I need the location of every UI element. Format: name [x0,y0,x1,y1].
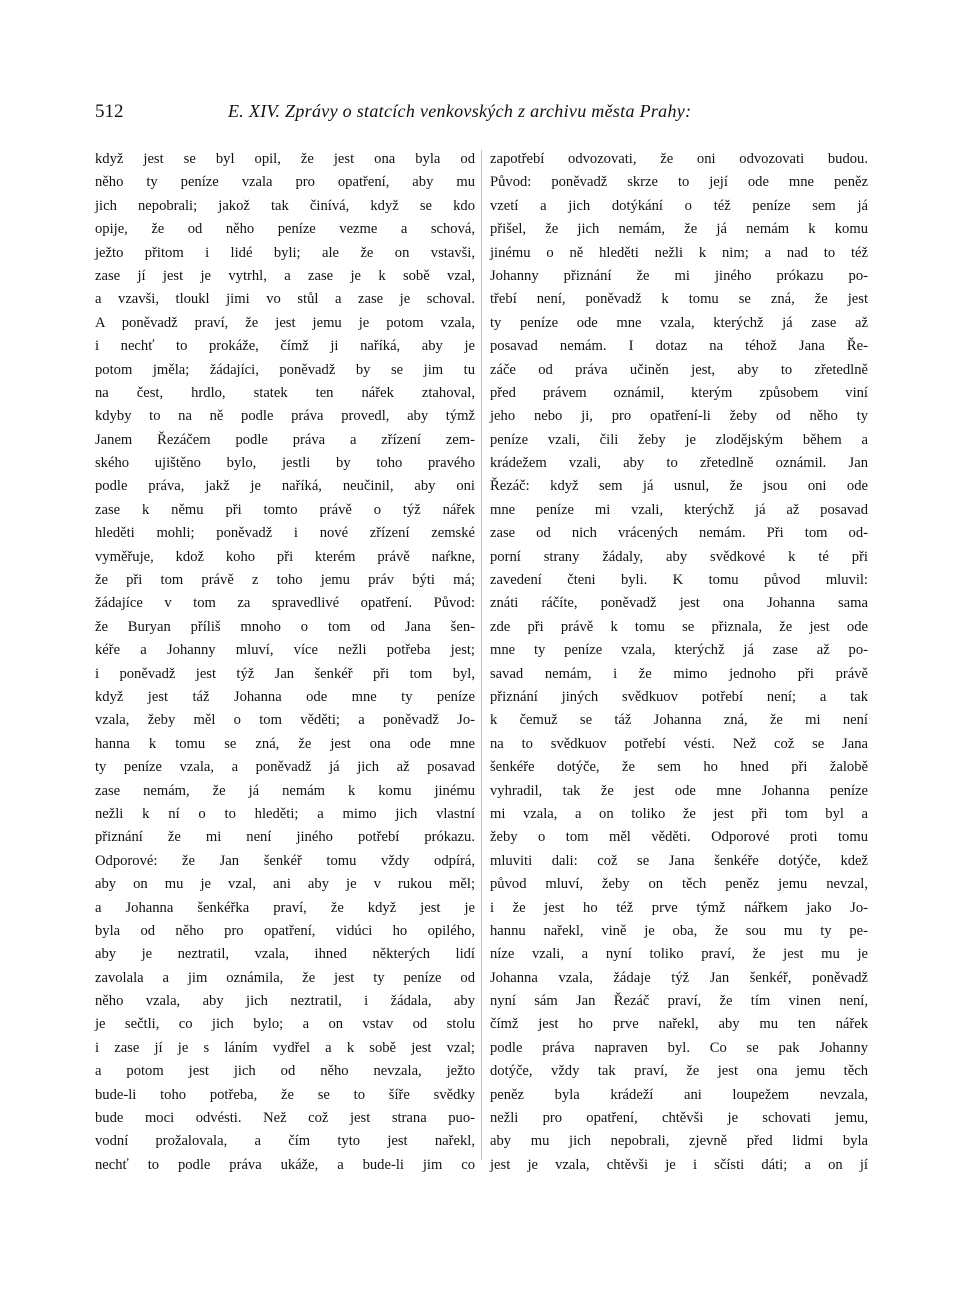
text-line: porní strany žádaly, aby svědkové k té při [490,548,868,565]
text-line: hanna k tomu se zná, že jest ona ode mne [95,735,475,752]
text-line: znáti ráčíte, poněvadž jest ona Johanna sama [490,595,868,612]
text-line: k čemuž se táž Johanna zná, že mi není [490,712,868,729]
text-line: savad nemám, i že mimo jednoho při právě [490,665,868,682]
text-line: něho ty peníze vzala pro opatření, aby mu [95,174,475,191]
text-line: původ mluví, žeby on těch peněz jemu nevzal, [490,876,868,893]
text-line: když jest táž Johanna ode mne ty peníze [95,688,475,705]
text-line: kdyby to na ně podle práva provedl, aby týmž [95,408,475,425]
text-line: Janem Řezáčem podle práva a zřízení zem- [95,431,475,448]
text-line: třebí není, poněvadž k tomu se zná, že jest [490,291,868,308]
text-line: zase jí jest je vytrhl, a zase je k sobě vzal, [95,267,475,284]
text-line: a Johanna šenkéřka praví, že když jest je [95,899,475,916]
text-line: před právem oznámil, kterým způsobem viní [490,384,868,401]
text-line: nežli k ní o to hleděti; a mimo jich vlastní [95,805,475,822]
text-line: Řezáč: když sem já usnul, že jsou oni ode [490,478,868,495]
text-line: potom jměla; žádajíci, poněvadž by se jim tu [95,361,475,378]
text-line: vyměřuje, kdož koho při kterém právě naŕkne, [95,548,475,565]
text-line: aby mu jich nepobrali, zjevně před lidmi byla [490,1133,868,1150]
text-line: zde při právě k tomu se přiznala, že jest ode [490,618,868,635]
text-line: přišel, že jich nemám, že já nemám k komu [490,221,868,238]
text-line: jich nepobrali; jakož tak činívá, když se kdo [95,197,475,214]
text-line: posavad nemám. I dotaz na téhož Jana Ře- [490,338,868,355]
left-column [95,148,475,1177]
text-line: zase k němu při tomto právě o týž nářek [95,501,475,518]
text-line: kéře a Johanny mluví, více nežli potřeba jest; [95,642,475,659]
text-line: šenkéře dotýče, že sem ho hned při žalobě [490,759,868,776]
text-line: zase od nich vrácených nemám. Při tom od- [490,525,868,542]
text-line: čímž jest ho prve nařekl, aby mu ten nářek [490,1016,868,1033]
text-line: byla od něho pro opatření, vidúci ho opilého, [95,922,475,939]
text-line: peněz byla krádeží ani loupežem nevzala, [490,1086,868,1103]
text-line: zavolala a jim oznámila, že jest ty peníze od [95,969,475,986]
text-line: žeby o tom měl věděti. Odporové proti tomu [490,829,868,846]
text-line: na čest, hrdlo, statek ten nářek ztahoval, [95,384,475,401]
text-line: Původ: poněvadž skrze to její ode mne peněz [490,174,868,191]
text-line: podle práva, jakž je naříká, neučinil, aby oni [95,478,475,495]
text-line: jinému o ně hleděti nežli k nim; a nad to též [490,244,868,261]
text-line: i zase jí je s láním vydřel a k sobě jest vzal; [95,1039,475,1056]
text-line: záče od práva učiněn jest, aby to zřetedlně [490,361,868,378]
page-number: 512 [95,101,124,122]
text-line: vzetí a jich dotýkání o též peníze sem já [490,197,868,214]
text-line: jeho nebo ji, pro opatření-li žeby od něho ty [490,408,868,425]
text-line: níze vzali, a nyní toliko praví, že jest mu je [490,946,868,963]
text-line: opije, že od něho peníze vezme a schová, [95,221,475,238]
text-line: vodní prožalovala, a čím tyto jest nařekl, [95,1133,475,1150]
text-line: zase nemám, že já nemám k komu jinému [95,782,475,799]
text-line: když jest se byl opil, že jest ona byla od [95,151,475,167]
text-line: vyhradil, tak že jest ode mne Johanna peníze [490,782,868,799]
text-line: krádežem vzali, aby to zřetedlně oznámil. Jan [490,455,868,472]
right-column [490,148,868,1177]
text-line: ty peníze vzala, a poněvadž já jich až posavad [95,759,475,776]
text-line: že Buryan příliš mnoho o tom od Jana šen- [95,618,475,635]
text-line: mluviti dali: což se Jana šenkéře dotýče, kdež [490,852,868,869]
text-line: je sečtli, co jich bylo; a on vstav od stolu [95,1016,475,1033]
text-line: i nechť to prokáže, čímž ji naříká, aby je [95,338,475,355]
text-line: A poněvadž praví, že jest jemu je potom vzala, [95,314,475,331]
text-line: mne ty peníze vzala, kterýchž já zase až po- [490,642,868,659]
text-line: peníze vzali, čili žeby je zlodějským během a [490,431,868,448]
text-line: zapotřebí odvozovati, že oni odvozovati budou. [490,151,868,167]
text-line: Johanna vzala, žádaje týž Jan šenkéř, poněvadž [490,969,868,986]
text-line: bude-li toho potřeba, že se to šíře svědky [95,1086,475,1103]
text-line: něho vzala, aby jich neztratil, i žádala, aby [95,993,475,1010]
text-line: a potom jest jich od něho nevzala, ježto [95,1063,475,1080]
text-line: podle práva napraven byl. Co se pak Johanny [490,1039,868,1056]
text-line: aby je neztratil, vzala, ihned některých lidí [95,946,475,963]
text-line: žádajíce v tom za spravedlivé opatření. Původ: [95,595,475,612]
text-line: že při tom právě z toho jemu práv býti má; [95,572,475,589]
running-head: E. XIV. Zprávy o statcích venkovských z archivu města Prahy: [228,101,692,121]
text-line: i že jest ho též prve týmž nářkem jako Jo- [490,899,868,916]
text-line: přiznání že mi není jiného potřebí prókazu. [95,829,475,846]
text-line: zavedení čteni byli. K tomu původ mluvil: [490,572,868,589]
text-line: nežli pro opatření, chtěvši je schovati jemu, [490,1110,868,1127]
text-line: Odporové: že Jan šenkéř tomu vždy odpírá, [95,852,475,869]
text-line: bude moci odvésti. Než což jest strana puo- [95,1110,475,1127]
text-line: Johanny přiznání že mi jiného prókazu po- [490,267,868,284]
text-line: na to svědkuov potřebí vésti. Než což se Jana [490,735,868,752]
text-line: ského ujištěno bylo, jestli by toho pravého [95,455,475,472]
text-line: a vzavši, tloukl jimi vo stůl a zase je schoval. [95,291,475,308]
text-line: ježto přitom i lidé byli; ale že on vstavši, [95,244,475,261]
text-line: i poněvadž jest týž Jan šenkéř při tom byl, [95,665,475,682]
text-line: hleděti mohli; poněvadž i nové zřízení zemské [95,525,475,542]
column-divider [481,150,482,1160]
page-header [95,101,875,129]
text-line: jest je vzala, chtěvši je i sčísti dáti; a on jí [490,1156,868,1173]
text-line: ty peníze ode mne vzala, kterýchž já zase až [490,314,868,331]
text-line: aby on mu je vzal, ani aby je v rukou měl; [95,876,475,893]
text-line: mi vzala, a on toliko že jest při tom byl a [490,805,868,822]
text-line: přiznání jiných svědkuov potřebí není; a tak [490,688,868,705]
text-line: vzala, žeby měl o tom věděti; a poněvadž Jo- [95,712,475,729]
text-line: nyní sám Jan Řezáč praví, že tím vinen není, [490,993,868,1010]
text-line: dotýče, vždy tak praví, že jest ona jemu těch [490,1063,868,1080]
text-line: hannu nařekl, vině je oba, že sou mu ty pe- [490,922,868,939]
text-line: nechť to podle práva ukáže, a bude-li jim co [95,1156,475,1173]
text-line: mne peníze mi vzali, kterýchž já až posavad [490,501,868,518]
